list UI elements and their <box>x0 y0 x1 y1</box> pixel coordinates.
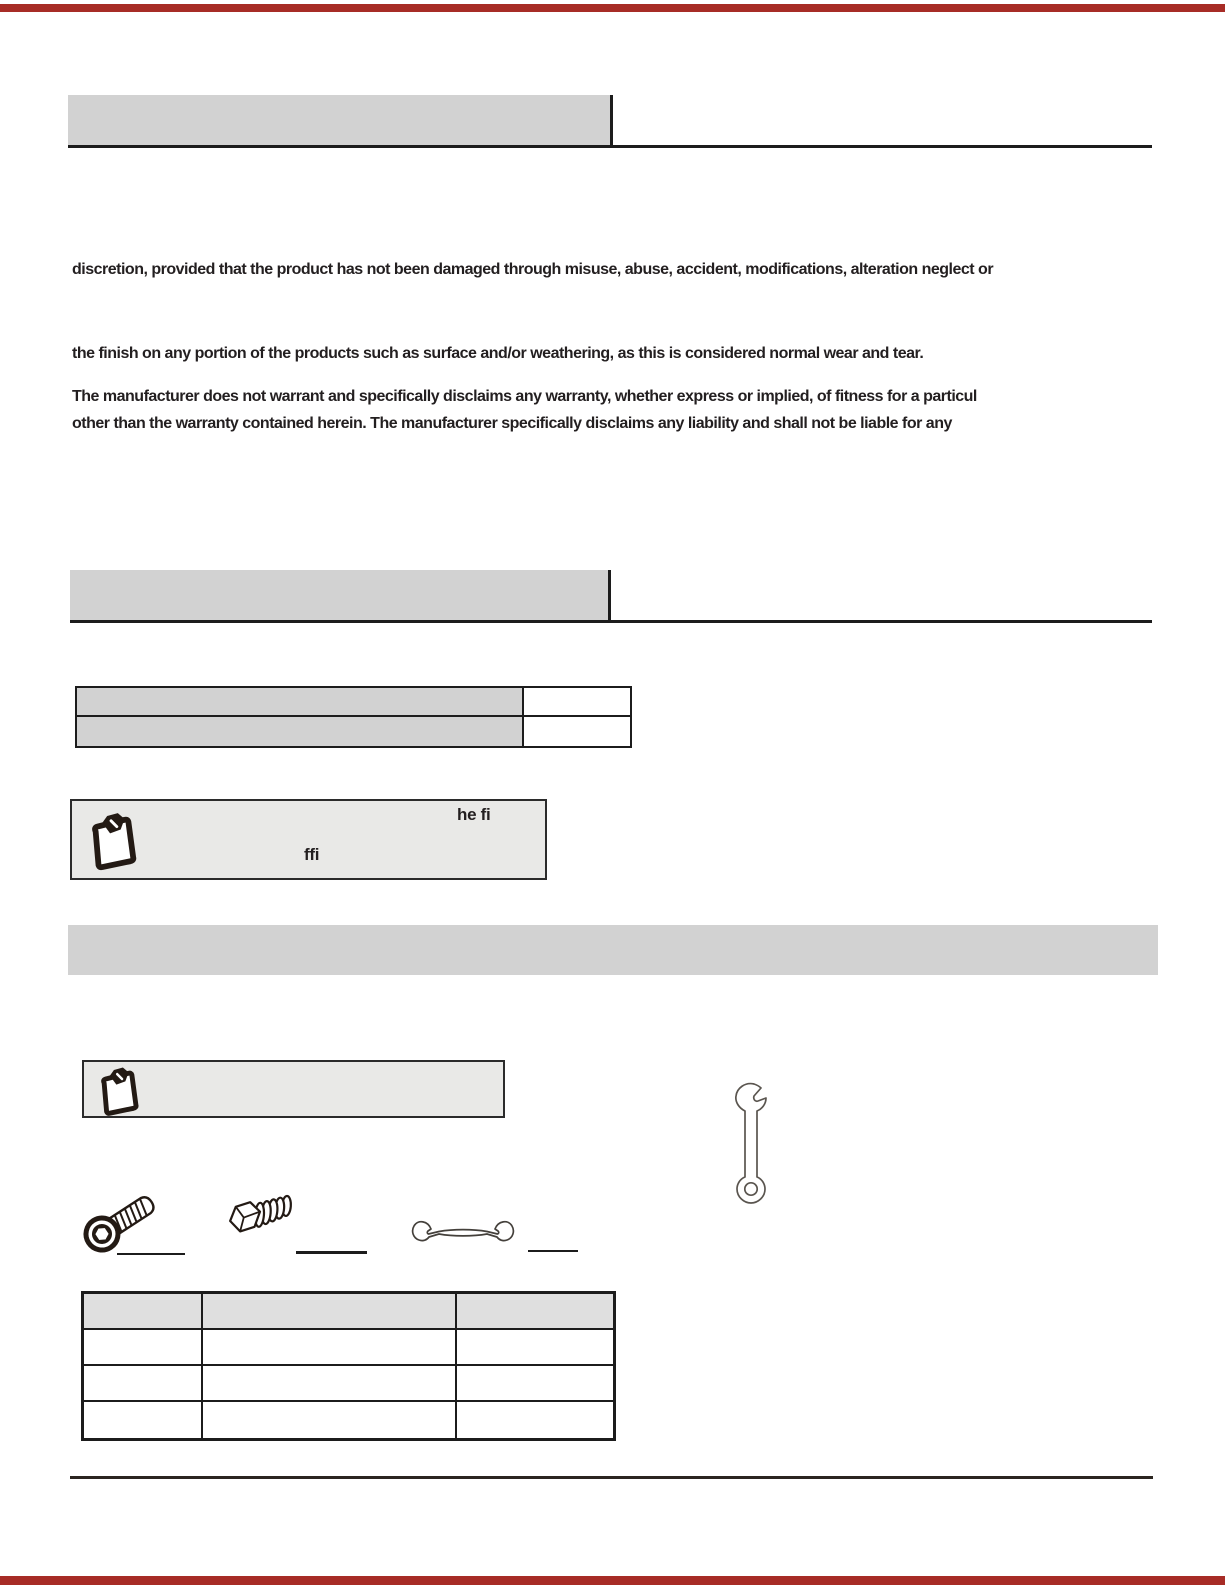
parts-table-row <box>84 1366 613 1402</box>
parts-table <box>81 1291 616 1441</box>
note-icon <box>86 811 138 873</box>
quantity-line-3 <box>528 1250 578 1252</box>
parts-table-cell <box>457 1330 613 1364</box>
spec-table-label-cell-1 <box>77 688 524 717</box>
quantity-line-1 <box>117 1253 185 1255</box>
parts-table-cell <box>203 1330 457 1364</box>
parts-table-header-cell <box>203 1294 457 1328</box>
socket-head-bolt-icon <box>76 1178 164 1260</box>
bottom-red-bar <box>0 1576 1225 1585</box>
parts-table-header-cell <box>84 1294 203 1328</box>
section-header-2-horizontal-rule <box>70 620 1152 623</box>
parts-table-header-cell <box>457 1294 613 1328</box>
section-header-1-vertical-rule <box>610 95 613 147</box>
note-icon <box>96 1066 140 1118</box>
parts-table-cell <box>203 1366 457 1400</box>
section-header-2-box <box>70 570 610 620</box>
parts-table-cell <box>84 1330 203 1364</box>
warranty-paragraph-line-2: other than the warranty contained herein. The manufacturer specifically disclaims any liability and shall not be liable for any <box>72 415 952 432</box>
section-header-1-box <box>68 95 612 145</box>
note-text-fragment-top: he fi <box>457 805 491 824</box>
spec-table-label-cell-2 <box>77 717 524 746</box>
parts-table-row <box>84 1330 613 1366</box>
note-text-fragment-bottom: ffi <box>304 845 320 864</box>
note-box-2 <box>82 1060 505 1118</box>
section-bar <box>68 925 1158 975</box>
hex-bolt-icon <box>226 1192 308 1256</box>
parts-table-header-row <box>84 1294 613 1330</box>
parts-table-cell <box>84 1402 203 1438</box>
note-box-1 <box>70 799 547 880</box>
open-end-wrench-icon <box>410 1214 516 1252</box>
parts-table-cell <box>84 1366 203 1400</box>
warranty-text-line-2: the finish on any portion of the products such as surface and/or weathering, as this is considered normal wear and tear. <box>72 345 924 362</box>
warranty-paragraph <box>72 383 977 437</box>
parts-table-cell <box>203 1402 457 1438</box>
top-red-bar <box>0 4 1225 12</box>
parts-table-cell <box>457 1366 613 1400</box>
parts-table-row <box>84 1402 613 1438</box>
section-header-1-horizontal-rule <box>68 145 1152 148</box>
spec-table-value-cell-1 <box>524 688 630 717</box>
spec-table <box>75 686 632 748</box>
warranty-text-line-1: discretion, provided that the product has not been damaged through misuse, abuse, accident, modifications, alteration neglect or <box>72 261 994 278</box>
section-header-2-vertical-rule <box>608 570 611 622</box>
quantity-line-2 <box>296 1251 367 1254</box>
parts-table-cell <box>457 1402 613 1438</box>
footer-rule <box>70 1476 1153 1479</box>
spec-table-value-cell-2 <box>524 717 630 746</box>
combination-wrench-icon <box>730 1082 772 1204</box>
warranty-paragraph-line-1: The manufacturer does not warrant and specifically disclaims any warranty, whether express or implied, of fitness for a particul <box>72 388 977 405</box>
